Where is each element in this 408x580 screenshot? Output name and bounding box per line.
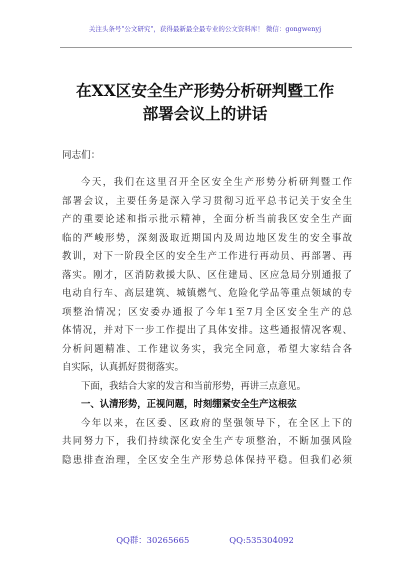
footer-qq-group: QQ群：30265665 <box>116 535 190 545</box>
body-line: 部署会议，主要任务是深入学习贯彻习近平总书记关于安全生 <box>62 195 352 207</box>
title-line-1: 在XX区安全生产形势分析研判暨工作 <box>75 81 335 100</box>
body-line: 项整治情况；区安委办通报了今年1至7月全区安全生产的总 <box>62 306 352 318</box>
section-heading: 一、认清形势，正视问题，时刻绷紧安全生产这根弦 <box>81 399 297 410</box>
footer-contact <box>40 534 370 546</box>
document-body <box>62 174 352 470</box>
body-line: 临的严峻形势，深刻汲取近期国内及周边地区发生的安全事故 <box>62 232 352 244</box>
body-line: 共同努力下，我们持续深化安全生产专项整治，不断加强风险 <box>62 436 352 447</box>
salutation: 同志们： <box>62 150 101 161</box>
header-divider <box>60 47 352 48</box>
body-line: 下面，我结合大家的发言和当前形势，再讲三点意见。 <box>81 380 307 392</box>
body-line: 隐患排查治理，全区安全生产形势总体保持平稳。但我们必须 <box>62 454 352 466</box>
body-line: 今年以来，在区委、区政府的坚强领导下，在全区上下的 <box>81 417 352 429</box>
body-line: 教训，对下一阶段全区的安全生产工作进行再动员、再部署、再 <box>62 251 352 262</box>
header-banner: 关注头条号"公文研究"，获得最新最全最专业的公文资料库！ 微信：gongwenyj <box>88 25 322 33</box>
body-line: 体情况，并对下一步工作提出了具体安排。这些通报情况客观、 <box>62 325 352 336</box>
body-line: 电动自行车、高层建筑、城镇燃气、危险化学品等重点领域的专 <box>62 288 352 299</box>
body-line: 自实际，认真抓好贯彻落实。 <box>62 362 184 373</box>
body-line: 今天，我们在这里召开全区安全生产形势分析研判暨工作 <box>81 177 352 188</box>
footer-qq: QQ:535304092 <box>229 535 294 545</box>
body-line: 产的重要论述和指示批示精神，全面分析当前我区安全生产面 <box>62 214 352 225</box>
page-title <box>40 79 370 125</box>
body-line: 分析问题精准、工作建议务实，我完全同意，希望大家结合各 <box>62 343 352 355</box>
body-line: 落实。刚才，区消防救援大队、区住建局、区应急局分别通报了 <box>62 269 352 281</box>
title-line-2: 部署会议上的讲话 <box>142 104 268 123</box>
